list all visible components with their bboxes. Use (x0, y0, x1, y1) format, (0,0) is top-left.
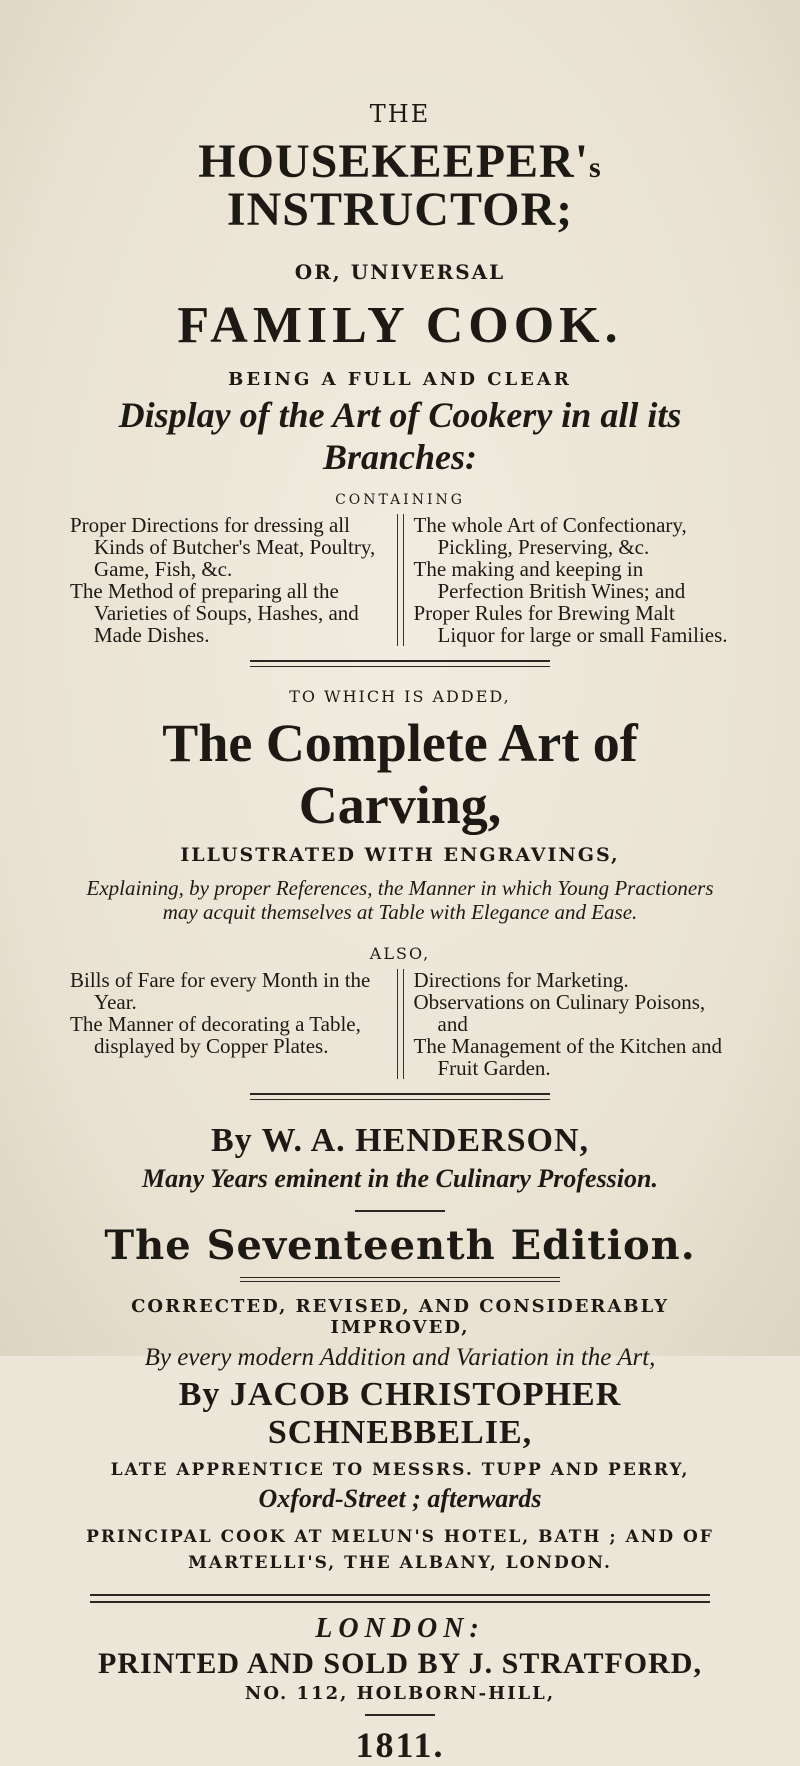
added-heading: TO WHICH IS ADDED, (289, 687, 511, 706)
principal-lines (70, 1524, 730, 1576)
title-the: THE (369, 100, 431, 128)
also-item: Bills of Fare for every Month in the Year. (70, 968, 371, 1014)
contents-right (404, 514, 731, 646)
main-title-a: HOUSEKEEPER' (198, 135, 590, 188)
main-title (70, 135, 730, 236)
corrected-line: CORRECTED, REVISED, AND CONSIDERABLY IMPROVED, (131, 1296, 669, 1338)
display-line: Display of the Art of Cookery in all its Branches: (118, 395, 682, 477)
also-left (70, 969, 397, 1079)
contents-columns (70, 514, 730, 646)
author-credentials: Many Years eminent in the Culinary Profession. (142, 1164, 658, 1193)
column-divider (397, 514, 404, 646)
by-every-line: By every modern Addition and Variation in the Art, (144, 1344, 656, 1371)
also-columns (70, 969, 730, 1079)
contents-item: The making and keeping in Perfection British Wines; and (413, 557, 686, 603)
contents-item: Proper Rules for Brewing Malt Liquor for large or small Families. (413, 601, 728, 647)
section-rule (250, 1093, 550, 1100)
also-item: The Manner of decorating a Table, displayed by Copper Plates. (70, 1012, 361, 1058)
illustrated-line: ILLUSTRATED WITH ENGRAVINGS, (180, 844, 620, 866)
contents-left (70, 514, 397, 646)
principal-line-1: PRINCIPAL COOK AT MELUN'S HOTEL, BATH ; AND OF (86, 1527, 714, 1547)
also-item: Directions for Marketing. (413, 968, 629, 992)
also-item: The Management of the Kitchen and Fruit Garden. (413, 1034, 722, 1080)
carving-title: The Complete Art of Carving, (162, 713, 638, 835)
reviser-name: By JACOB CHRISTOPHER SCHNEBBELIE, (178, 1376, 622, 1451)
ornament-rule-small (365, 1714, 435, 1716)
main-title-c: INSTRUCTOR; (226, 183, 574, 236)
column-divider (397, 969, 404, 1079)
contents-item: The whole Art of Confectionary, Pickling, Preserving, &c. (413, 513, 687, 559)
being-line: BEING A FULL AND CLEAR (228, 369, 572, 390)
imprint-address: NO. 112, HOLBORN-HILL, (244, 1683, 556, 1704)
late-apprentice-line: LATE APPRENTICE TO MESSRS. TUPP AND PERRY, (110, 1460, 690, 1480)
also-item: Observations on Culinary Poisons, and (413, 990, 706, 1036)
author-line: By W. A. HENDERSON, (211, 1122, 589, 1159)
imprint-printer: PRINTED AND SOLD BY J. STRATFORD, (98, 1647, 702, 1680)
oxford-line: Oxford-Street ; afterwards (258, 1484, 542, 1513)
subtitle-or: OR, UNIVERSAL (294, 260, 506, 284)
also-heading: ALSO, (369, 944, 431, 963)
family-cook-title: FAMILY COOK. (177, 297, 623, 354)
imprint-city: LONDON: (315, 1613, 485, 1644)
edition-rule (240, 1277, 560, 1282)
contents-item: The Method of preparing all the Varieties of Soups, Hashes, and Made Dishes. (70, 579, 359, 647)
also-right (404, 969, 731, 1079)
contents-item: Proper Directions for dressing all Kinds of Butcher's Meat, Poultry, Game, Fish, &c. (70, 513, 376, 581)
containing-heading: CONTAINING (335, 492, 465, 508)
imprint-year: 1811. (355, 1725, 445, 1765)
imprint-rule (90, 1594, 710, 1603)
principal-line-2: MARTELLI'S, THE ALBANY, LONDON. (188, 1553, 612, 1573)
main-title-b: s (589, 151, 602, 184)
section-rule (250, 660, 550, 667)
explaining-text: Explaining, by proper References, the Manner in which Young Practioners may acquit themselves at Table with Elegance and Ease. (86, 876, 714, 924)
edition-title: The Seventeenth Edition. (104, 1222, 696, 1269)
ornament-rule (355, 1210, 445, 1212)
